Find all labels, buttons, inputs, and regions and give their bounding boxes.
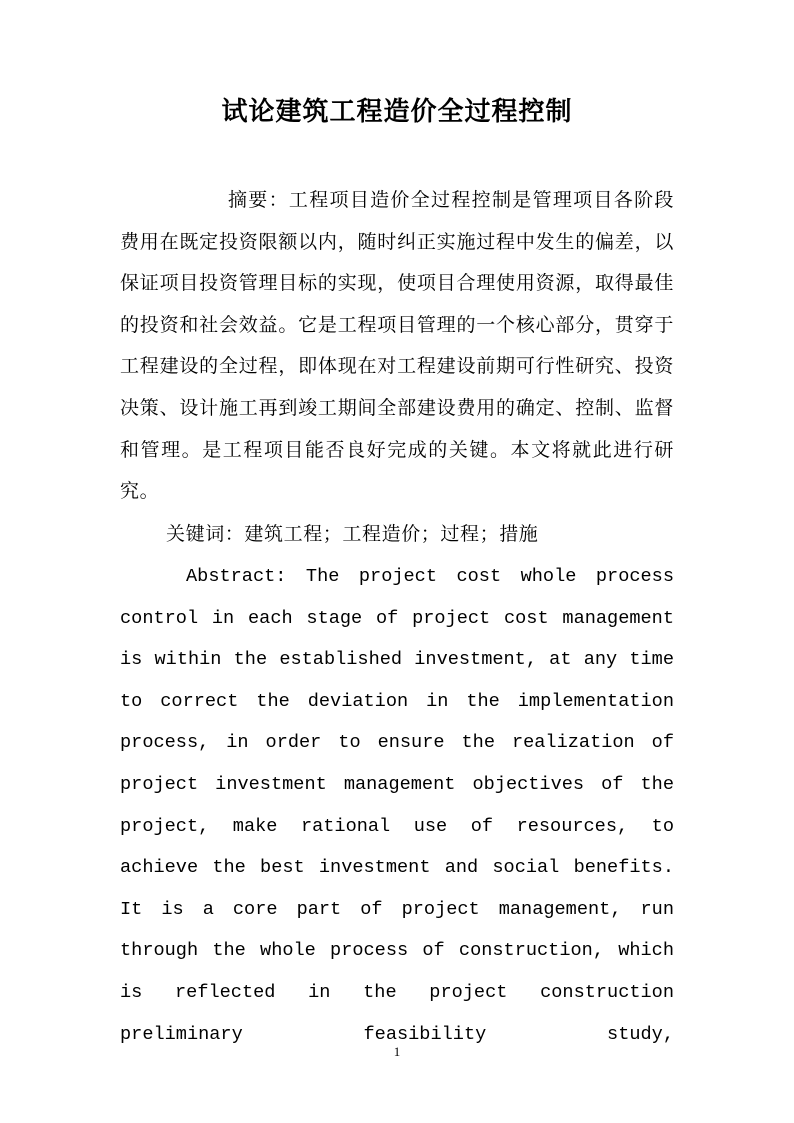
- page-number: 1: [393, 1044, 401, 1059]
- document-title: 试论建筑工程造价全过程控制: [221, 97, 573, 127]
- chinese-abstract: 摘要：工程项目造价全过程控制是管理项目各阶段费用在既定投资限额以内，随时纠正实施过程中发生的偏差，以保证项目投资管理目标的实现，使项目合理使用资源，取得最佳的投资和社会效益。它是工程项目管理的一个核心部分，贯穿于工程建设的全过程，即体现在对工程建设前期可行性研究、投资决策、设计施工再到竣工期间全部建设费用的确定、控制、监督和管理。是工程项目能否良好完成的关键。本文将就此进行研究。: [120, 189, 674, 503]
- chinese-keywords: 关键词：建筑工程；工程造价；过程；措施: [166, 523, 539, 545]
- english-abstract: Abstract: The project cost whole process control in each stage of project cost management is within the established investment, at any time to correct the deviation in the implementation process, in order to ensure the realization of project investment management objectives of the project, make rational use of resources, to achieve the best investment and social benefits. It is a core part of project management, run through the whole process of construction, which is reflected in the project construction preliminary feasibility study,: [120, 566, 674, 1045]
